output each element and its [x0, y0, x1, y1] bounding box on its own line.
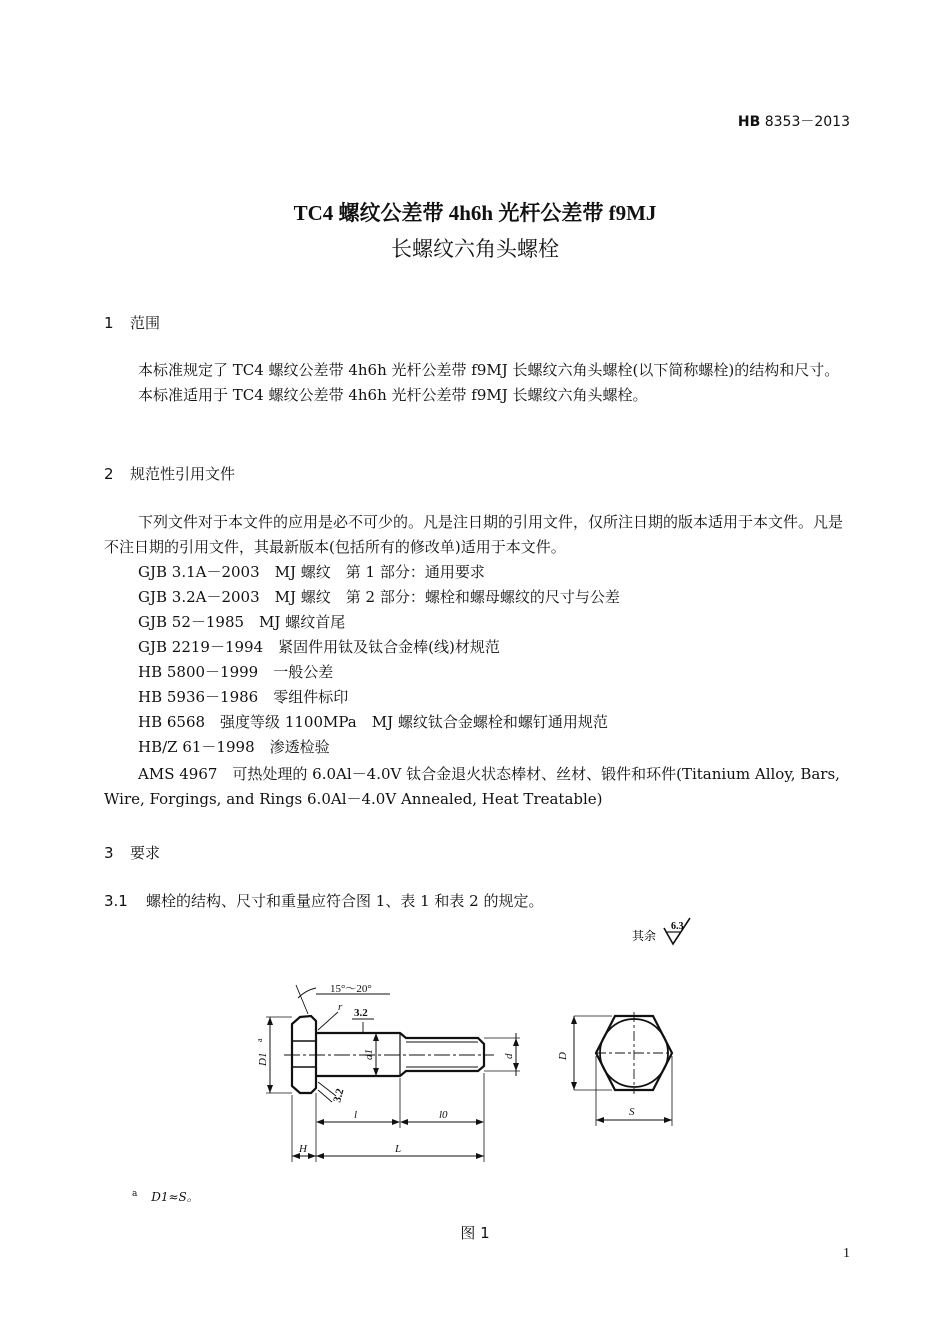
reference-item: HB 5936－1986 零组件标印 [138, 688, 349, 706]
shank-length-label: l [354, 1109, 358, 1121]
standard-prefix: HB [737, 114, 761, 130]
reference-item: GJB 3.1A－2003 MJ 螺纹 第 1 部分：通用要求 [138, 563, 485, 581]
bolt-side-view [266, 985, 520, 1162]
section-3-number: 3 [104, 844, 114, 862]
reference-item: HB 5800－1999 一般公差 [138, 663, 334, 681]
footnote-a-marker: a [255, 1038, 264, 1042]
roughness-other-label: 其余 [632, 929, 657, 943]
shank-diameter-label: d1 [363, 1049, 375, 1060]
reference-item: HB 6568 强度等级 1100MPa MJ 螺纹钛合金螺栓和螺钉通用规范 [138, 713, 608, 731]
thread-length-label: l0 [439, 1109, 448, 1121]
document-title-line1: TC4 螺纹公差带 4h6h 光杆公差带 f9MJ [293, 201, 657, 225]
total-length-label: L [395, 1143, 402, 1155]
reference-item: GJB 52－1985 MJ 螺纹首尾 [138, 613, 346, 631]
section-1-paragraph-1: 本标准规定了 TC4 螺纹公差带 4h6h 光杆公差带 f9MJ 长螺纹六角头螺栓(以下简称螺栓)的结构和尺寸。 [138, 361, 840, 379]
footnote-mark: a [132, 1189, 138, 1199]
thread-diameter-label: d [503, 1053, 515, 1059]
roughness-value: 6.3 [671, 921, 684, 932]
section-3-title: 要求 [130, 844, 161, 862]
surface-roughness-symbol [632, 918, 690, 944]
section-1-paragraph-2: 本标准适用于 TC4 螺纹公差带 4h6h 光杆公差带 f9MJ 长螺纹六角头螺栓。 [138, 386, 648, 404]
footnote-text: D1≈S。 [151, 1190, 199, 1204]
standard-code: 8353－2013 [764, 114, 850, 130]
reference-item: HB/Z 61－1998 渗透检验 [138, 738, 330, 756]
reference-item: GJB 2219－1994 紧固件用钛及钛合金棒(线)材规范 [138, 638, 500, 656]
page-number: 1 [843, 1246, 850, 1261]
section-1-title: 范围 [130, 314, 161, 332]
head-height-label: H [299, 1143, 307, 1155]
section-2-intro-text: 下列文件对于本文件的应用是必不可少的。凡是注日期的引用文件，仅所注日期的版本适用于本文件。凡是不注日期的引用文件，其最新版本(包括所有的修改单)适用于本文件。 [104, 513, 844, 556]
chamfer-angle-label: 15°～20° [330, 983, 372, 995]
section-2-title: 规范性引用文件 [130, 465, 236, 483]
reference-item: GJB 3.2A－2003 MJ 螺纹 第 2 部分：螺栓和螺母螺纹的尺寸与公差 [138, 588, 620, 606]
section-2-number: 2 [104, 465, 114, 483]
bolt-end-view [574, 1012, 672, 1126]
across-corners-label: D [557, 1052, 569, 1060]
bolt-head [292, 1016, 316, 1093]
roughness-top-label: 3.2 [354, 1007, 368, 1019]
subsection-3-1-text: 螺栓的结构、尺寸和重量应符合图 1、表 1 和表 2 的规定。 [146, 892, 544, 910]
document-title-line2: 长螺纹六角头螺栓 [391, 237, 559, 261]
end-view-arrows [571, 1016, 672, 1123]
head-diameter-label: D1 [257, 1052, 269, 1066]
roughness-bottom-label: 3.2 [331, 1087, 347, 1104]
radius-label: r [338, 1001, 343, 1013]
section-1-number: 1 [104, 314, 114, 332]
figure-caption: 图 1 [460, 1224, 490, 1242]
figure-labels [255, 983, 635, 1155]
reference-item-ams: AMS 4967 可热处理的 6.0Al－4.0V 钛合金退火状态棒材、丝材、锻件和环件(Titanium Alloy, Bars, Wire, Forgings, and Rings 6.0Al－4.0V Annealed, Heat Treatable) [104, 765, 840, 808]
across-flats-label: S [629, 1106, 635, 1118]
subsection-3-1-number: 3.1 [104, 892, 128, 910]
figure-footnote [132, 1188, 199, 1205]
dimension-arrows [267, 1017, 519, 1159]
